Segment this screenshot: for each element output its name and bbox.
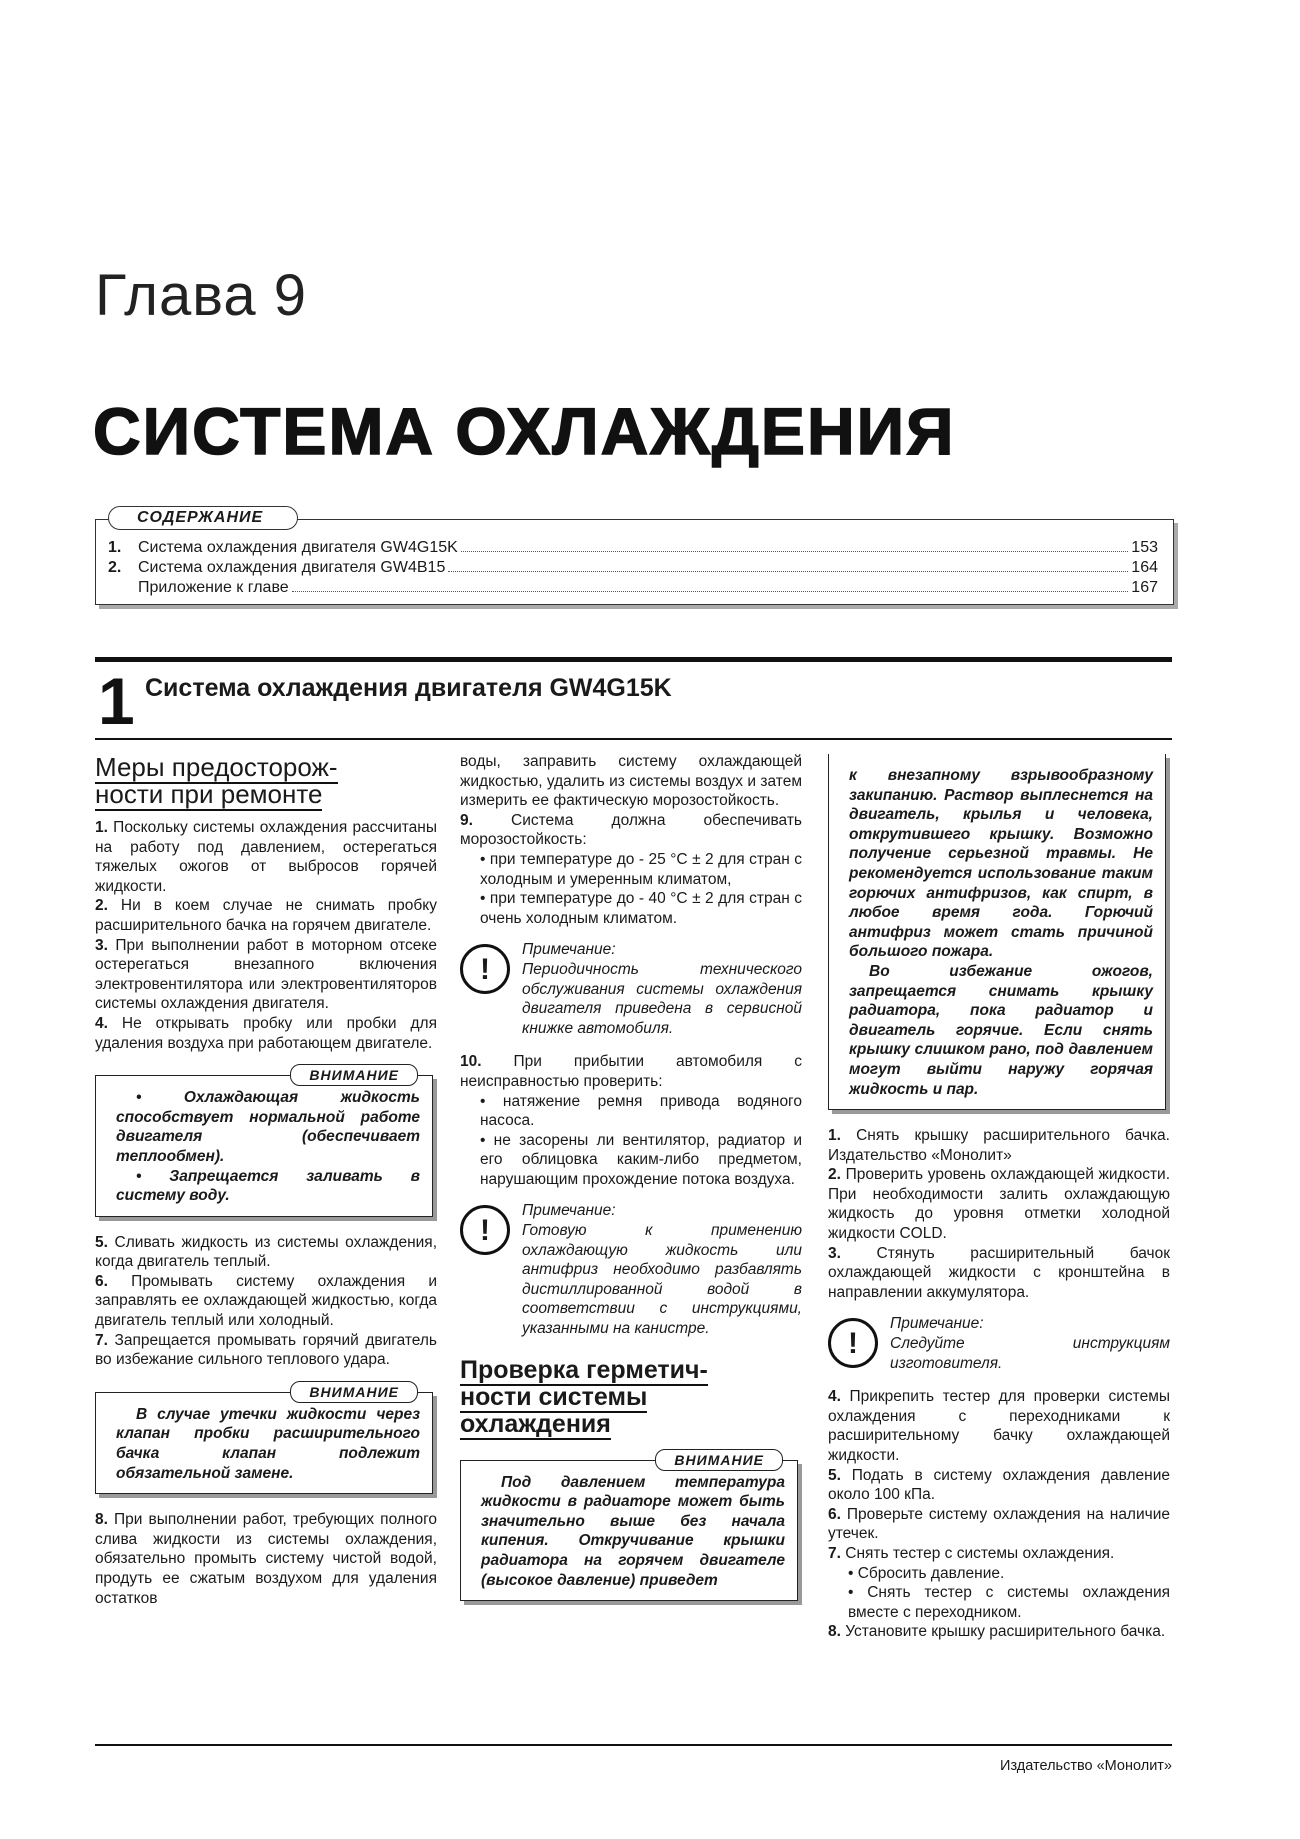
note-label: Примечание: xyxy=(522,941,616,959)
paragraph: 1. Поскольку системы охлаждения рассчитаны на работу под давлением, остерегаться тяжелых ожогов от выбросов горячей жидкости. xyxy=(95,819,437,895)
warning-box-continued xyxy=(828,754,1166,1110)
warning-text: Под давлением температура жидкости в радиаторе может быть значительно выше без начала кипения. Откручивание крышки радиатора на горячем двигателе (высокое давление) приведет xyxy=(481,1473,785,1589)
paragraph: воды, заправить систему охлаждающей жидкостью, удалить из системы воздух и затем измерить ее фактическую морозостойкость. xyxy=(460,753,802,810)
warning-text: • Охлаждающая жидкость способствует нормальной работе двигателя (обеспечивает теплообмен). xyxy=(116,1089,420,1165)
paragraph: 5. Сливать жидкость из системы охлаждения, когда двигатель теплый. xyxy=(95,1233,437,1271)
note-block xyxy=(828,1314,1170,1373)
warning-label: ВНИМАНИЕ xyxy=(290,1381,418,1403)
toc-item[interactable] xyxy=(108,537,1158,557)
note-label: Примечание: xyxy=(522,1202,616,1220)
bullet-item: • натяжение ремня привода водяного насоса. xyxy=(480,1092,802,1130)
paragraph: 9. Система должна обеспечивать морозостойкость: xyxy=(460,811,802,849)
paragraph: 6. Промывать систему охлаждения и заправлять ее охлаждающей жидкостью, когда двигатель теплый или холодный. xyxy=(95,1272,437,1330)
column-3 xyxy=(828,752,1170,1642)
paragraph: 8. Установите крышку расширительного бачка. xyxy=(828,1623,1166,1641)
section-rule-bottom xyxy=(95,738,1172,740)
toc-item[interactable] xyxy=(108,577,1158,597)
subheading-line: Меры предосторож- xyxy=(95,752,338,782)
subheading-line: Проверка герметич- xyxy=(460,1355,708,1384)
section-number: 1 xyxy=(98,664,135,738)
exclamation-icon: ! xyxy=(460,1205,510,1255)
toc-leader xyxy=(461,551,1129,552)
toc-leader xyxy=(448,571,1128,572)
toc-item-text: Приложение к главе xyxy=(138,579,289,596)
subheading-line: охлаждения xyxy=(460,1409,611,1438)
paragraph: 5. Подать в систему охлаждения давление около 100 кПа. xyxy=(828,1466,1171,1504)
bullet-item: • при температуре до - 25 °С ± 2 для стран с холодным и умеренным климатом, xyxy=(480,850,802,888)
column-2 xyxy=(460,752,802,1617)
paragraph: 6. Проверьте систему охлаждения на наличие утечек. xyxy=(828,1505,1170,1543)
warning-box xyxy=(460,1451,798,1602)
chapter-title: СИСТЕМА ОХЛАЖДЕНИЯ xyxy=(93,394,956,468)
paragraph: 2. Проверить уровень охлаждающей жидкости. При необходимости залить охлаждающую жидкость до уровня отметки холодной жидкости COLD. xyxy=(828,1166,1171,1243)
footer-publisher: Издательство «Монолит» xyxy=(1000,1758,1172,1774)
toc-leader xyxy=(292,591,1129,592)
toc-item-text: Система охлаждения двигателя GW4G15K xyxy=(138,539,458,556)
note-label: Примечание: xyxy=(890,1315,984,1333)
bullet-item: • не засорены ли вентилятор, радиатор и его облицовка каким-либо предметом, нарушающим прохождение потока воздуха. xyxy=(480,1131,802,1188)
warning-text: к внезапному взрывообразному закипанию. Раствор выплеснется на двигатель, крылья и человека, открутившего крышку. Возможно получение серьезной травмы. Не рекомендуется использование таким горючих антифризов, как спирт, в любое время года. Горючий антифриз может стать причиной большого пожара. xyxy=(849,767,1153,961)
paragraph: 8. При выполнении работ, требующих полного слива жидкости из системы охлаждения, обязательно промыть систему чистой водой, продуть ее сжатым воздухом для удаления остатков xyxy=(95,1511,438,1607)
paragraph: 3. При выполнении работ в моторном отсеке остерегаться внезапного включения электровентилятора или электровентиляторов системы охлаждения двигателя. xyxy=(95,936,438,1013)
toc-item-page: 153 xyxy=(1131,539,1158,556)
exclamation-icon: ! xyxy=(460,944,510,994)
paragraph: 3. Стянуть расширительный бачок охлаждающей жидкости с кронштейна в направлении аккумулятора. xyxy=(828,1244,1170,1301)
paragraph: 2. Ни в коем случае не снимать пробку расширительного бачка на горячем двигателе. xyxy=(95,897,437,934)
warning-box xyxy=(95,1067,433,1217)
toc-item[interactable] xyxy=(108,557,1158,577)
paragraph: 4. Прикрепить тестер для проверки системы охлаждения с переходниками к расширительному бачку охлаждающей жидкости. xyxy=(828,1388,1170,1464)
subheading-precautions xyxy=(95,754,437,808)
bullet-item: • при температуре до - 40 °С ± 2 для стран с очень холодным климатом. xyxy=(480,890,802,927)
paragraph: 7. Снять тестер с системы охлаждения. xyxy=(828,1544,1115,1562)
warning-label: ВНИМАНИЕ xyxy=(655,1449,783,1471)
bullet-item: • Снять тестер с системы охлаждения вместе с переходником. xyxy=(848,1584,1170,1621)
toc-item-text: Система охлаждения двигателя GW4B15 xyxy=(138,559,446,576)
subheading-line: ности системы xyxy=(460,1382,648,1411)
note-text: Периодичность технического обслуживания системы охлаждения двигателя приведена в сервисной книжке автомобиля. xyxy=(522,960,802,1037)
toc-item-page: 167 xyxy=(1131,579,1158,596)
chapter-label: Глава 9 xyxy=(95,263,308,328)
warning-label: ВНИМАНИЕ xyxy=(290,1064,418,1086)
subheading-line: ности при ремонте xyxy=(95,779,323,809)
note-text: Готовую к применению охлаждающую жидкость или антифриз необходимо разбавлять дистиллированной водой в соответствии с инструкциями, указанными на канистре. xyxy=(522,1222,802,1338)
note-block xyxy=(460,940,802,1038)
toc-heading: СОДЕРЖАНИЕ xyxy=(108,506,298,530)
toc-item-number: 2. xyxy=(108,559,122,576)
section-rule-top xyxy=(95,657,1172,662)
bullet-item: • Сбросить давление. xyxy=(848,1564,1005,1582)
column-1 xyxy=(95,752,437,1608)
paragraph: 10. При прибытии автомобиля с неисправностью проверить: xyxy=(460,1053,802,1090)
warning-text: • Запрещается заливать в систему воду. xyxy=(116,1167,420,1205)
section-title: Система охлаждения двигателя GW4G15K xyxy=(145,674,672,702)
note-text: Следуйте инструкциям изготовителя. xyxy=(890,1335,1170,1372)
footer-rule xyxy=(95,1744,1172,1746)
exclamation-icon: ! xyxy=(828,1318,878,1368)
toc-item-page: 164 xyxy=(1131,559,1158,576)
paragraph: 1. Снять крышку расширительного бачка. Издательство «Монолит» xyxy=(828,1127,1170,1164)
warning-box xyxy=(95,1383,433,1494)
paragraph: 4. Не открывать пробку или пробки для удаления воздуха при работающем двигателе. xyxy=(95,1014,437,1052)
warning-text: В случае утечки жидкости через клапан пробки расширительного бачка клапан подлежит обязательной замене. xyxy=(116,1405,420,1482)
subheading-leak-test xyxy=(460,1357,802,1438)
toc-item-number: 1. xyxy=(108,539,122,556)
paragraph: 7. Запрещается промывать горячий двигатель во избежание сильного теплового удара. xyxy=(95,1331,437,1369)
warning-text: Во избежание ожогов, запрещается снимать крышку радиатора, пока радиатор и двигатель горячие. Если снять крышку слишком рано, под давлением могут выйти наружу горячая жидкость и пар. xyxy=(849,962,1153,1098)
note-block xyxy=(460,1201,802,1338)
